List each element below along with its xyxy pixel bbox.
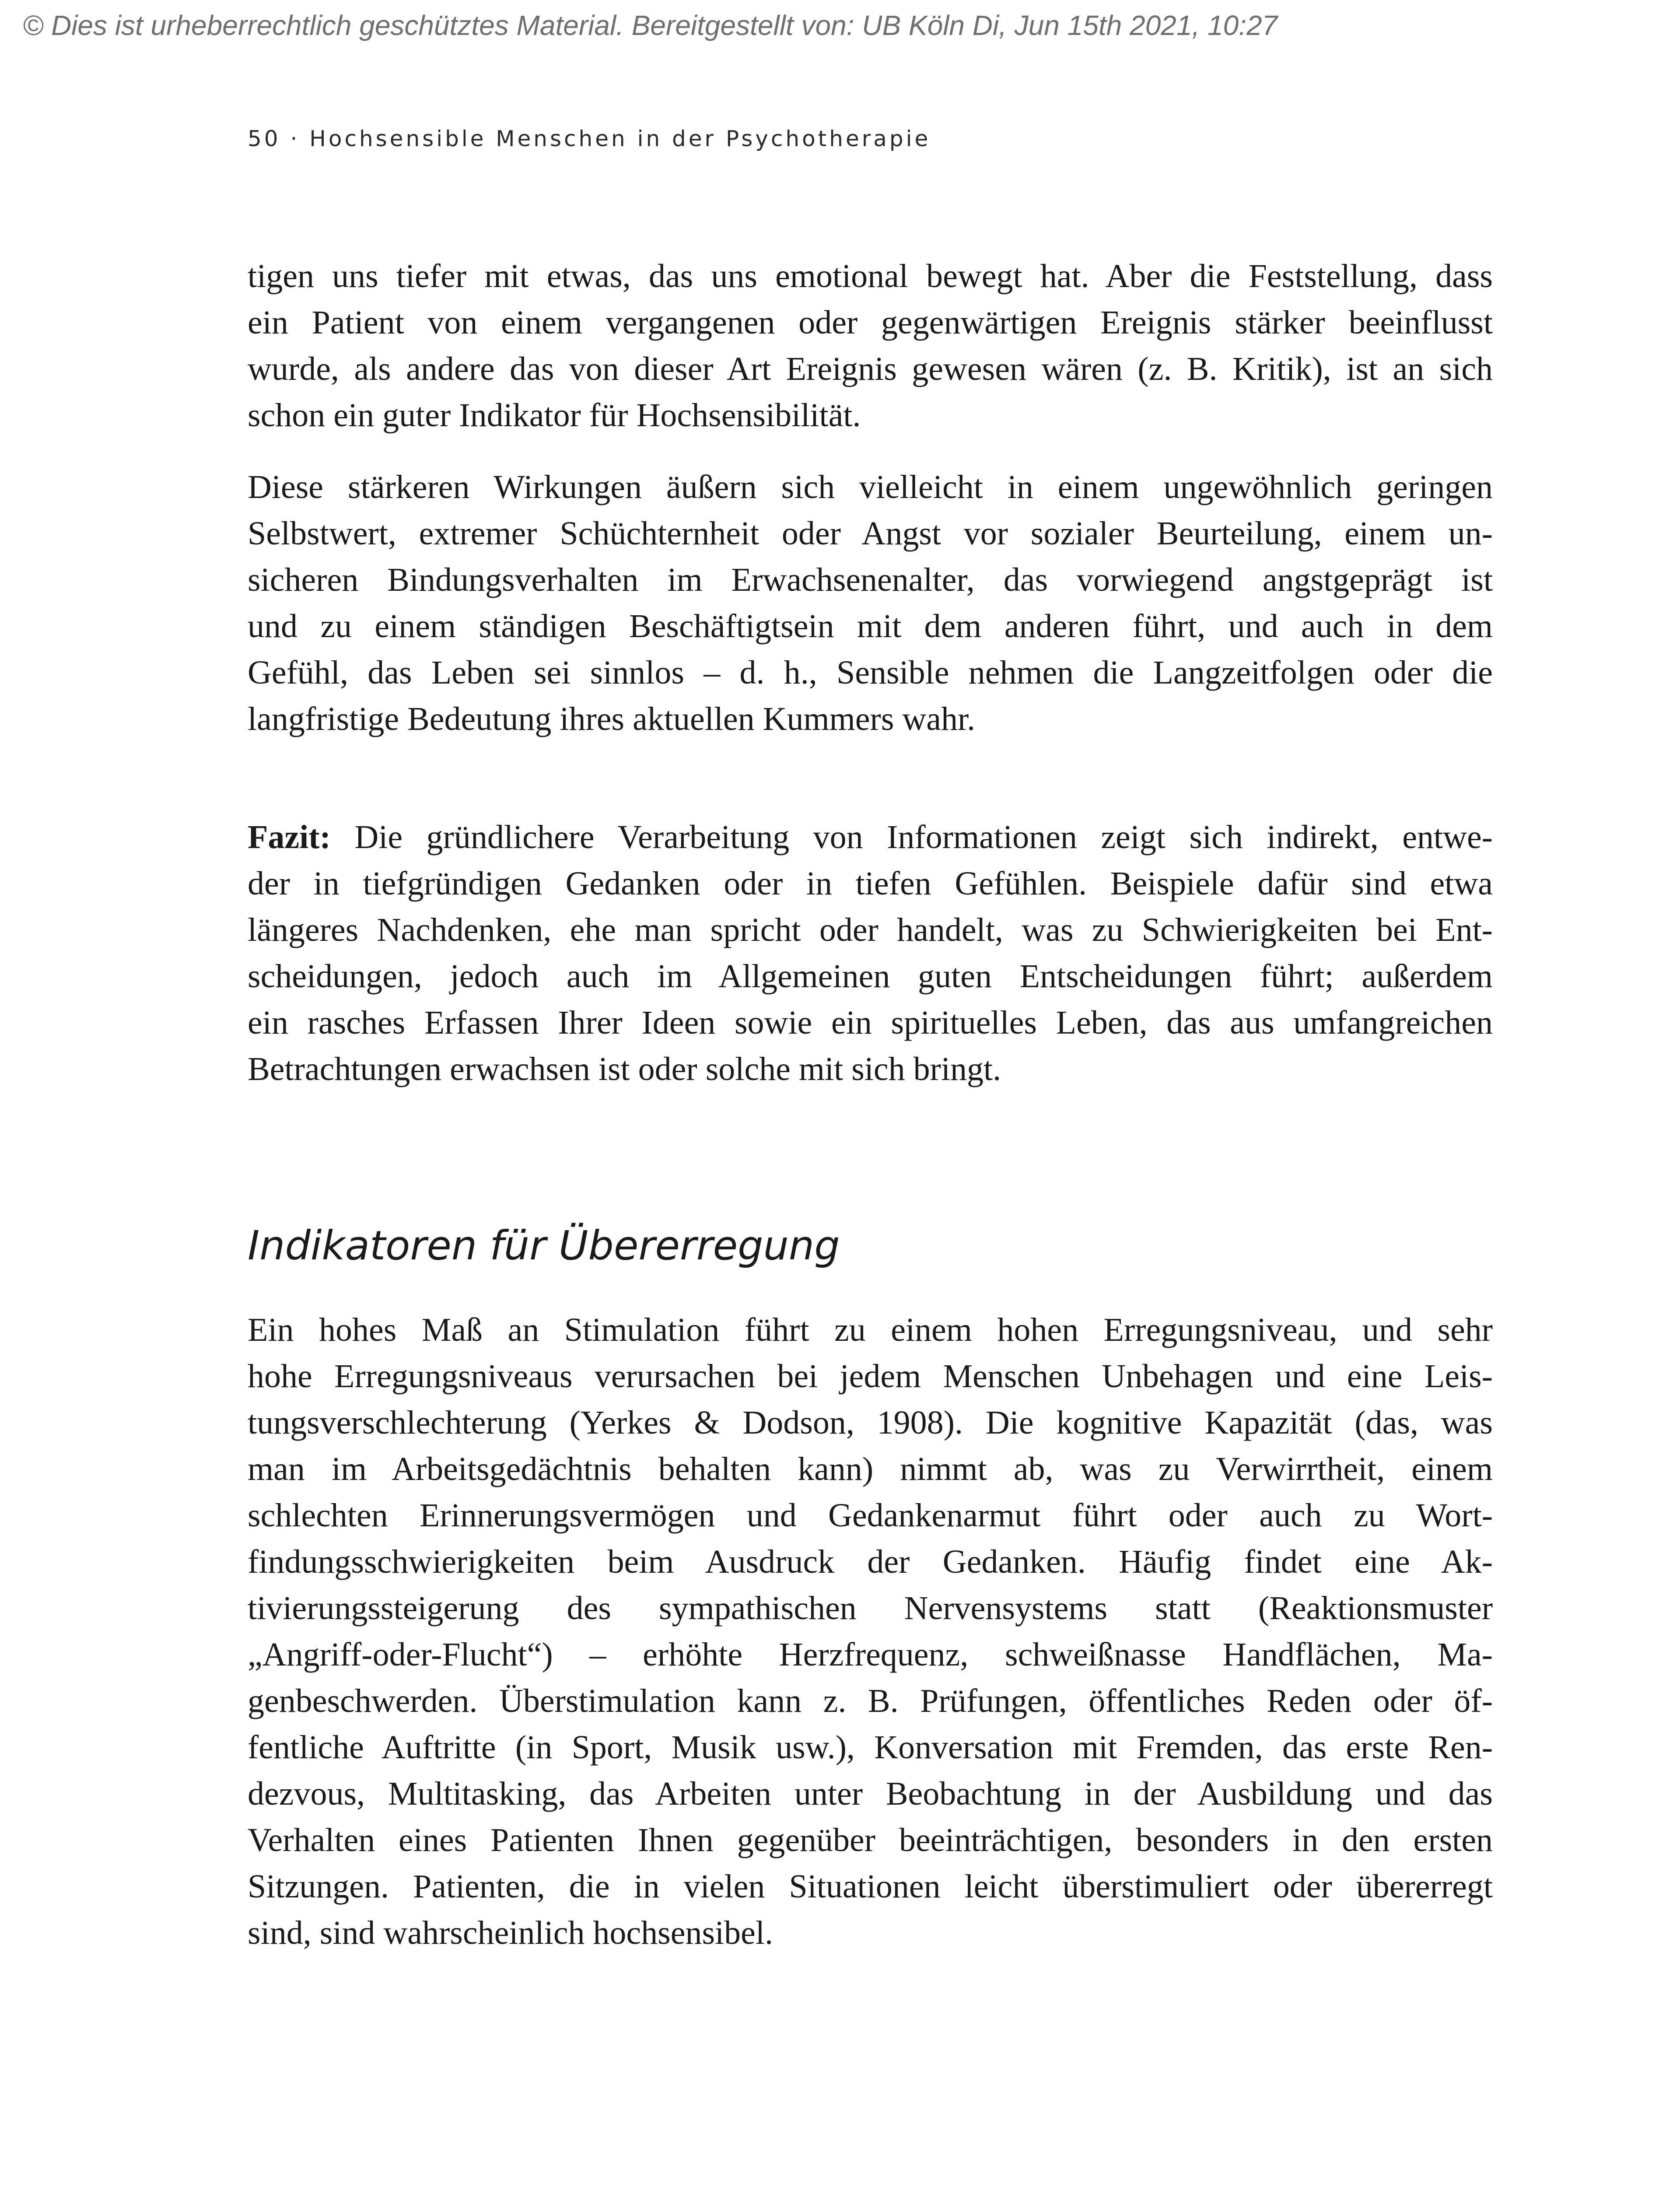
text-line: der in tiefgründigen Gedanken oder in tiefen Gefühlen. Beispiele dafür sind etwa (248, 865, 1493, 902)
text-line: Verhalten eines Patienten Ihnen gegenüber beeinträchtigen, besonders in den ersten (248, 1822, 1493, 1858)
text-line: genbeschwerden. Überstimulation kann z. B. Prüfungen, öffentliches Reden oder öf- (248, 1683, 1493, 1719)
text-line: ein rasches Erfassen Ihrer Ideen sowie ein spirituelles Leben, das aus umfangreichen (248, 1004, 1493, 1041)
text-line: hohe Erregungsniveaus verursachen bei jedem Menschen Unbehagen und eine Leis- (248, 1358, 1493, 1395)
text-line: langfristige Bedeutung ihres aktuellen Kummers wahr. (248, 701, 976, 737)
paragraph-effects (248, 464, 1493, 742)
text-line: Sitzungen. Patienten, die in vielen Situationen leicht überstimuliert oder übererregt (248, 1868, 1493, 1905)
text-line: Selbstwert, extremer Schüchternheit oder Angst vor sozialer Beurteilung, einem un- (248, 515, 1493, 552)
text-line: tungsverschlechterung (Yerkes & Dodson, 1908). Die kognitive Kapazität (das, was (248, 1404, 1493, 1441)
text-line: findungsschwierigkeiten beim Ausdruck der Gedanken. Häufig findet eine Ak- (248, 1543, 1493, 1580)
text-line: tivierungssteigerung des sympathischen Nervensystems statt (Reaktionsmuster (248, 1590, 1493, 1627)
paragraph-continued (248, 253, 1493, 438)
text-line: Betrachtungen erwachsen ist oder solche mit sich bringt. (248, 1051, 1001, 1087)
text-line: tigen uns tiefer mit etwas, das uns emotional bewegt hat. Aber die Feststellung, dass (248, 258, 1493, 295)
text-line: schon ein guter Indikator für Hochsensibilität. (248, 397, 861, 434)
text-line: schlechten Erinnerungsvermögen und Gedankenarmut führt oder auch zu Wort- (248, 1497, 1493, 1534)
text-line: sind, sind wahrscheinlich hochsensibel. (248, 1914, 774, 1951)
running-header: 50 · Hochsensible Menschen in der Psychotherapie (248, 126, 931, 151)
paragraph-overarousal (248, 1307, 1493, 1956)
text-line: dezvous, Multitasking, das Arbeiten unter Beobachtung in der Ausbildung und das (248, 1775, 1493, 1812)
text-line: längeres Nachdenken, ehe man spricht oder handelt, was zu Schwierigkeiten bei Ent- (248, 912, 1493, 948)
text-line: man im Arbeitsgedächtnis behalten kann) nimmt ab, was zu Verwirrtheit, einem (248, 1451, 1493, 1487)
section-heading: Indikatoren für Übererregung (248, 1222, 840, 1269)
text-line: und zu einem ständigen Beschäftigtsein mit dem anderen führt, und auch in dem (248, 608, 1493, 645)
fazit-first-line: Die gründlichere Verarbeitung von Informationen zeigt sich indirekt, entwe- (330, 819, 1493, 856)
fazit-label: Fazit: (248, 819, 331, 856)
copyright-watermark: © Dies ist urheberrechtlich geschütztes Material. Bereitgestellt von: UB Köln Di, Jun 15th 2021, 10:27 (23, 10, 1278, 41)
text-line: sicheren Bindungsverhalten im Erwachsenenalter, das vorwiegend angstgeprägt ist (248, 561, 1493, 598)
text-line: scheidungen, jedoch auch im Allgemeinen guten Entscheidungen führt; außerdem (248, 958, 1493, 995)
text-line: wurde, als andere das von dieser Art Ereignis gewesen wären (z. B. Kritik), ist an sich (248, 351, 1493, 387)
text-line: ein Patient von einem vergangenen oder gegenwärtigen Ereignis stärker beeinflusst (248, 304, 1493, 341)
text-line: Diese stärkeren Wirkungen äußern sich vielleicht in einem ungewöhnlich geringen (248, 469, 1493, 505)
text-line: Ein hohes Maß an Stimulation führt zu einem hohen Erregungsniveau, und sehr (248, 1311, 1493, 1348)
text-line (248, 814, 1493, 860)
fazit-paragraph (248, 814, 1493, 1092)
text-line: „Angriff-oder-Flucht“) – erhöhte Herzfrequenz, schweißnasse Handflächen, Ma- (248, 1636, 1493, 1673)
text-line: fentliche Auftritte (in Sport, Musik usw.), Konversation mit Fremden, das erste Ren- (248, 1729, 1493, 1766)
text-line: Gefühl, das Leben sei sinnlos – d. h., Sensible nehmen die Langzeitfolgen oder die (248, 654, 1493, 691)
